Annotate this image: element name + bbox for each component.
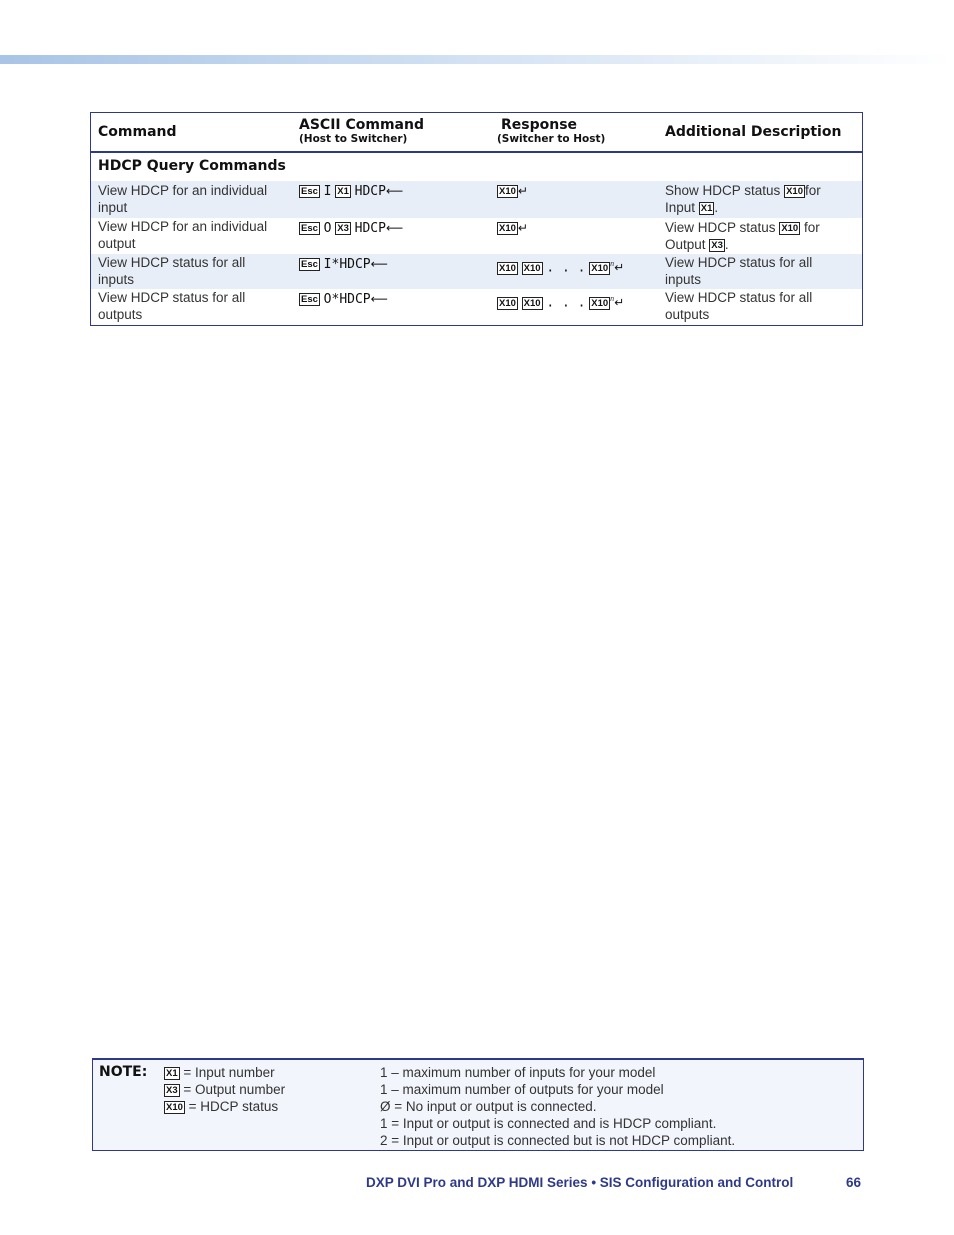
header-command: Command xyxy=(98,124,177,140)
x10-variable-icon: X10 xyxy=(591,262,609,274)
note-x10-value-0: Ø = No input or output is connected. xyxy=(380,1099,597,1114)
hdcp-command-table xyxy=(90,112,863,326)
x3-variable-icon: X3 xyxy=(337,223,349,234)
row-command: View HDCP status for all inputs xyxy=(98,255,246,287)
note-x3-definition: X3 = Output number xyxy=(166,1082,286,1097)
x10-variable-icon: X10 xyxy=(499,262,516,274)
left-arrow-icon: ⟵ xyxy=(385,184,404,198)
row-command: View HDCP for an individual input xyxy=(98,183,268,215)
row-ascii-command: Esc O*HDCP⟵ xyxy=(301,292,388,307)
row-description: View HDCP status X10 for Output X3 . xyxy=(665,220,820,252)
table-header xyxy=(91,113,862,153)
header-additional-description: Additional Description xyxy=(665,124,842,140)
note-x10-value-2: 2 = Input or output is connected but is not HDCP compliant. xyxy=(380,1133,736,1148)
return-arrow-icon: ↵ xyxy=(614,295,625,310)
header-ascii: ASCII Command (Host to Switcher) xyxy=(299,117,424,145)
table-row xyxy=(91,254,862,289)
left-arrow-icon: ⟵ xyxy=(370,292,388,306)
left-arrow-icon: ⟵ xyxy=(385,221,404,235)
x1-variable-icon: X1 xyxy=(337,186,349,197)
x10-variable-icon: X10 xyxy=(499,186,516,197)
note-x1-definition: X1 = Input number xyxy=(166,1065,275,1080)
esc-key-icon: Esc xyxy=(301,223,318,234)
table-row xyxy=(91,289,862,325)
return-arrow-icon: ↵ xyxy=(517,221,528,235)
row-ascii-command: Esc I*HDCP⟵ xyxy=(301,257,388,272)
row-response xyxy=(497,219,528,237)
note-x1-range: 1 – maximum number of inputs for your model xyxy=(380,1065,656,1080)
table-row xyxy=(91,218,862,254)
footer-title: DXP DVI Pro and DXP HDMI Series • SIS Configuration and Control xyxy=(366,1175,794,1190)
row-description: View HDCP status for all outputs xyxy=(665,290,813,322)
note-label: NOTE: xyxy=(99,1064,148,1080)
table-row xyxy=(91,181,862,218)
row-response: X10 X10 . . . X10 $^n$↵ xyxy=(499,294,625,311)
x3-variable-icon: X3 xyxy=(166,1085,178,1096)
x3-variable-icon: X3 xyxy=(711,240,723,251)
return-arrow-icon: ↵ xyxy=(614,260,625,275)
row-description: Show HDCP status X10 for Input X1 . xyxy=(665,183,821,215)
row-command: View HDCP for an individual output xyxy=(98,219,268,251)
section-title: HDCP Query Commands xyxy=(98,158,286,174)
row-ascii-command: Esc O X3 HDCP⟵ xyxy=(301,221,404,236)
note-x10-definition: X10 = HDCP status xyxy=(166,1099,279,1114)
row-response: X10 X10 . . . X10 $^n$↵ xyxy=(499,259,625,276)
row-description: View HDCP status for all inputs xyxy=(665,255,813,287)
top-color-band xyxy=(0,55,954,64)
page-number: 66 xyxy=(846,1175,862,1190)
header-response: Response (Switcher to Host) xyxy=(497,117,606,145)
x10-variable-icon: X10 xyxy=(499,297,516,309)
note-x10-value-1: 1 = Input or output is connected and is HDCP compliant. xyxy=(380,1116,717,1131)
row-ascii-command: Esc I X1 HDCP⟵ xyxy=(301,184,404,199)
x10-variable-icon: X10 xyxy=(523,297,541,309)
note-x3-range: 1 – maximum number of outputs for your model xyxy=(380,1082,664,1097)
esc-key-icon: Esc xyxy=(301,186,318,197)
x10-variable-icon: X10 xyxy=(781,223,799,234)
x10-variable-icon: X10 xyxy=(166,1102,183,1113)
row-response xyxy=(497,182,528,200)
note-box xyxy=(92,1058,864,1151)
x10-variable-icon: X10 xyxy=(499,223,516,234)
x10-variable-icon: X10 xyxy=(786,186,803,197)
esc-key-icon: Esc xyxy=(301,294,318,305)
esc-key-icon: Esc xyxy=(301,259,318,270)
x10-variable-icon: X10 xyxy=(591,297,609,309)
x1-variable-icon: X1 xyxy=(700,203,713,214)
return-arrow-icon: ↵ xyxy=(517,184,528,198)
row-command: View HDCP status for all outputs xyxy=(98,290,246,322)
x10-variable-icon: X10 xyxy=(523,262,541,274)
left-arrow-icon: ⟵ xyxy=(370,257,388,271)
x1-variable-icon: X1 xyxy=(166,1068,178,1079)
